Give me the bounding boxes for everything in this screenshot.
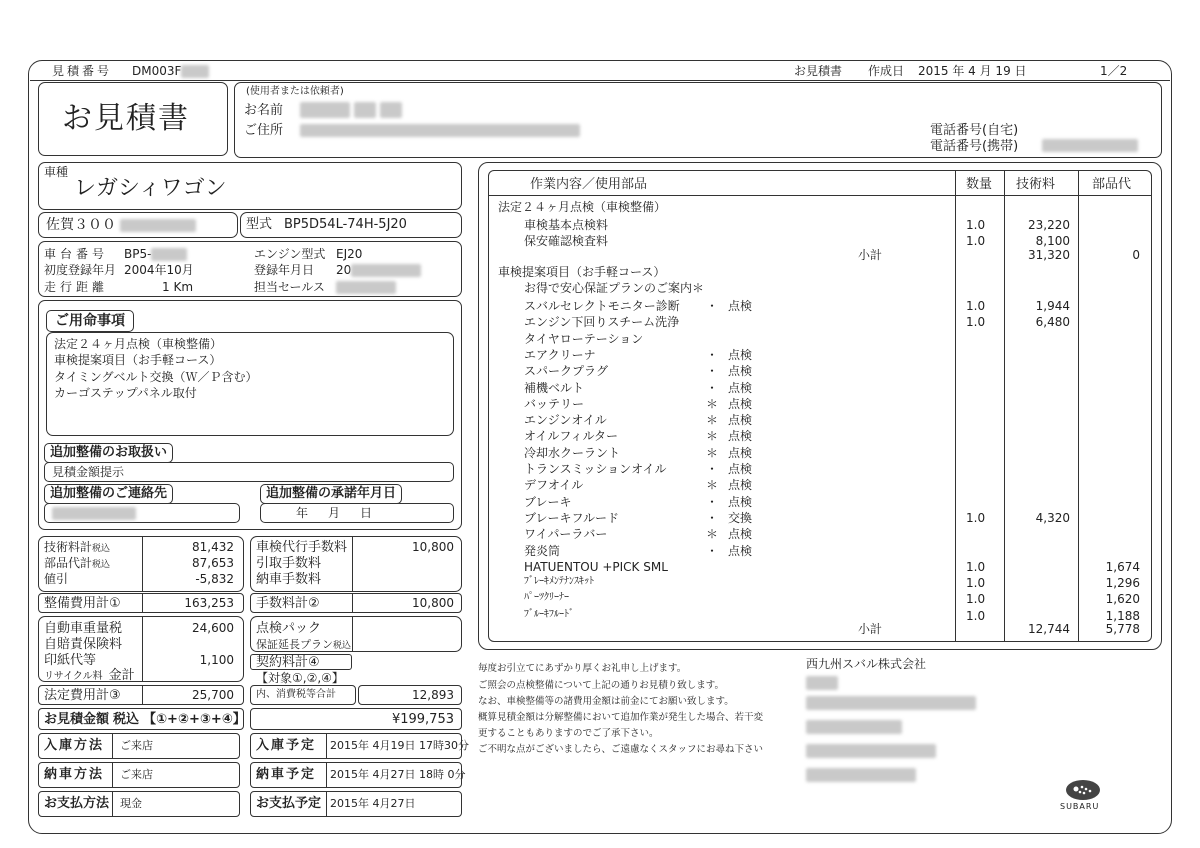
work-item-parts: 1,674 xyxy=(1105,559,1140,574)
work-row xyxy=(496,445,1148,461)
subaru-logo-icon xyxy=(1066,780,1100,800)
address-value xyxy=(300,124,580,137)
note-1: 毎度お引立てにあずかり厚くお礼申し上げます。 xyxy=(478,663,687,674)
subtotal3-value: 25,700 xyxy=(192,688,234,702)
request-line-2: 車検提案項目（お手軽コース） xyxy=(54,353,222,367)
note-4: 概算見積金額は分解整備において追加作業が発生した場合、若干変 xyxy=(478,712,764,723)
address-label: ご住所 xyxy=(244,123,284,138)
work-item-qty: 1.0 xyxy=(966,592,986,607)
reg-value: 20 xyxy=(336,264,421,277)
work-row xyxy=(496,428,1148,444)
chassis-label: 車台番号 xyxy=(44,247,109,261)
work-item-action: 点検 xyxy=(728,494,753,509)
work-item-tech: 6,480 xyxy=(1035,315,1070,330)
work-item-name: ﾌﾞﾚｰｷﾒﾝﾃﾅﾝｽｷｯﾄ xyxy=(524,576,594,588)
work-item-mark: ・ xyxy=(706,494,719,509)
page-title: お見積書 xyxy=(62,101,190,136)
section2-title: 車検提案項目（お手軽コース） xyxy=(498,265,666,279)
subtotal3-label: 法定費用計③ xyxy=(44,688,121,703)
work-item-mark: ・ xyxy=(706,380,719,395)
sales-label: 担当セールス xyxy=(254,280,325,294)
work-row xyxy=(496,233,1148,249)
work-item-name: エンジンオイル xyxy=(524,413,607,428)
estimate-no-label: 見積番号 xyxy=(52,64,113,78)
work-row xyxy=(496,510,1148,526)
discount-value: -5,832 xyxy=(195,572,234,586)
request-line-1: 法定２４ヶ月点検（車検整備） xyxy=(54,337,223,351)
phone-home-label: 電話番号(自宅) xyxy=(930,123,1019,138)
work-row xyxy=(496,298,1148,314)
out-method-value: ご来店 xyxy=(120,768,153,781)
proxy-fee-label: 車検代行手数料 xyxy=(256,540,348,555)
in-date-value: 2015年 4月19日 17時30分 xyxy=(330,739,469,752)
work-row xyxy=(496,380,1148,396)
request-label: ご用命事項 xyxy=(46,310,134,332)
chassis-value: BP5- xyxy=(124,248,187,261)
request-line-4: カーゴステップパネル取付 xyxy=(54,386,197,400)
work-item-qty: 1.0 xyxy=(966,608,986,623)
engine-label: エンジン型式 xyxy=(254,247,326,261)
work-item-tech: 8,100 xyxy=(1035,234,1070,248)
note-6: ご不明な点がございましたら、ご遠慮なくスタッフにお尋ね下さい xyxy=(478,744,764,755)
section2-subtotal-tech: 12,744 xyxy=(1028,622,1070,636)
subtotal4-label: 契約料計④ xyxy=(256,655,320,670)
work-item-qty: 1.0 xyxy=(966,234,986,248)
work-item-parts: 1,188 xyxy=(1105,608,1140,623)
tech-total-label: 技術料計税込 xyxy=(44,540,111,554)
type-value: BP5D54L-74H-5J20 xyxy=(284,217,407,232)
work-item-name: ブレーキフルード xyxy=(524,510,620,525)
work-item-mark: ＊ xyxy=(706,413,719,428)
section2-subtotal-label: 小計 xyxy=(858,622,883,636)
col-header-qty: 数量 xyxy=(966,177,993,192)
work-item-action: 点検 xyxy=(728,543,753,558)
work-item-qty: 1.0 xyxy=(966,218,986,232)
section1-subtotal-tech: 31,320 xyxy=(1028,248,1070,262)
parts-total: 87,653 xyxy=(192,556,234,570)
subtotal1-value: 163,253 xyxy=(184,596,234,610)
work-item-name: ﾌﾞﾙｰｷﾌﾙｰﾄﾞ xyxy=(524,608,574,620)
work-item-tech: 23,220 xyxy=(1028,218,1070,232)
work-item-name: オイルフィルター xyxy=(524,429,618,444)
work-item-mark: ・ xyxy=(706,347,719,362)
customer-box xyxy=(234,82,1162,158)
work-item-tech: 1,944 xyxy=(1035,299,1070,313)
work-row xyxy=(496,559,1148,575)
work-item-qty: 1.0 xyxy=(966,559,986,574)
weight-tax-value: 24,600 xyxy=(192,621,234,635)
sales-value xyxy=(336,281,396,294)
work-row xyxy=(496,543,1148,559)
stamp-label: 印紙代等 xyxy=(44,653,97,668)
work-item-mark: ＊ xyxy=(706,478,719,493)
work-row xyxy=(496,477,1148,493)
work-item-name: 発炎筒 xyxy=(524,543,561,558)
created-date: 2015 年 4 月 19 日 xyxy=(918,64,1027,78)
delivery-fee-label: 納車手数料 xyxy=(256,572,322,587)
estimate-no: DM003F xyxy=(132,65,209,78)
section1-subtotal-label: 小計 xyxy=(858,248,883,262)
work-item-action: 点検 xyxy=(728,429,753,444)
work-row xyxy=(496,494,1148,510)
work-item-name: タイヤローテーション xyxy=(524,331,644,346)
work-item-name: ブレーキ xyxy=(524,494,572,509)
work-item-name: スバルセレクトモニター診断 xyxy=(524,299,680,313)
work-row xyxy=(496,331,1148,347)
company-name: 西九州スバル株式会社 xyxy=(806,657,927,671)
in-method-label: 入庫方法 xyxy=(44,738,105,753)
work-item-name: 保安確認検査料 xyxy=(524,234,609,248)
col-header-parts: 部品代 xyxy=(1092,177,1132,192)
work-header-divider xyxy=(488,195,1152,196)
proxy-fee-value: 10,800 xyxy=(412,540,454,554)
work-item-action: 点検 xyxy=(728,396,753,411)
work-row xyxy=(496,575,1148,591)
insurance-label: 自賠責保険料 xyxy=(44,637,123,652)
work-item-mark: ・ xyxy=(706,510,719,525)
weight-tax-label: 自動車重量税 xyxy=(44,621,123,636)
warranty-label: 保証延長プラン税込 xyxy=(256,638,352,651)
in-date-label: 入庫予定 xyxy=(256,738,317,753)
work-item-name: 補機ベルト xyxy=(524,380,585,395)
work-row xyxy=(496,347,1148,363)
work-item-parts: 1,620 xyxy=(1105,592,1140,607)
pickup-fee-label: 引取手数料 xyxy=(256,556,322,571)
section1-title: 法定２４ヶ月点検（車検整備） xyxy=(498,200,667,214)
stamp-value: 1,100 xyxy=(199,653,234,667)
work-item-mark: ＊ xyxy=(706,429,719,444)
pay-method-label: お支払方法 xyxy=(44,796,110,811)
phone-mobile-value xyxy=(1042,139,1138,152)
section2-note: お得で安心保証プランのご案内＊ xyxy=(524,281,705,295)
first-reg-label: 初度登録年月 xyxy=(44,263,117,277)
note-3: なお、車検整備等の諸費用金額は前金にてお願い致します。 xyxy=(478,696,734,707)
additional-contact-label: 追加整備のご連絡先 xyxy=(44,484,173,504)
work-item-mark: ＊ xyxy=(706,396,719,411)
work-item-action: 交換 xyxy=(728,510,753,525)
work-item-name: 冷却水クーラント xyxy=(524,445,621,460)
additional-handling-label: 追加整備のお取扱い xyxy=(44,443,173,463)
section1-subtotal-parts: 0 xyxy=(1132,248,1140,262)
mileage-label: 走行距離 xyxy=(44,280,109,294)
work-item-name: ワイパーラバー xyxy=(524,527,608,542)
consumption-label: 内、消費税等合計 xyxy=(256,689,336,700)
subaru-brand: SUBARU xyxy=(1060,802,1100,811)
additional-handling-value: 見積金額提示 xyxy=(52,465,125,479)
work-item-name: 車検基本点検料 xyxy=(524,218,609,232)
work-item-mark: ・ xyxy=(706,543,719,558)
total-label: お見積金額 税込 【①+②+③+④】 xyxy=(44,712,246,727)
vehicle-model: レガシィワゴン xyxy=(74,176,227,201)
work-row xyxy=(496,526,1148,542)
work-item-qty: 1.0 xyxy=(966,315,986,330)
work-item-action: 点検 xyxy=(728,527,753,542)
phone-mobile-label: 電話番号(携帯) xyxy=(930,139,1019,154)
consumption-value: 12,893 xyxy=(412,688,454,702)
work-item-mark: ＊ xyxy=(706,527,719,542)
work-item-tech: 4,320 xyxy=(1035,510,1070,525)
work-item-mark: ・ xyxy=(706,364,719,379)
work-item-action: 点検 xyxy=(728,462,753,476)
created-label: 作成日 xyxy=(868,64,905,78)
pay-date-label: お支払予定 xyxy=(256,796,322,811)
work-row xyxy=(496,396,1148,412)
work-item-qty: 1.0 xyxy=(966,299,986,313)
first-reg-value: 2004年10月 xyxy=(124,263,194,277)
discount-label: 値引 xyxy=(44,572,69,586)
target-label: 【対象①,②,④】 xyxy=(256,671,344,685)
total-value: ¥199,753 xyxy=(391,712,454,727)
approval-date-label: 追加整備の承諾年月日 xyxy=(260,484,402,504)
out-method-label: 納車方法 xyxy=(44,767,105,782)
plate-number: 佐賀３００ xyxy=(46,218,196,232)
work-row xyxy=(496,217,1148,233)
work-item-name: トランスミッションオイル xyxy=(524,462,667,476)
vehicle-model-label: 車種 xyxy=(44,165,69,179)
type-label: 型式 xyxy=(246,217,273,232)
out-date-value: 2015年 4月27日 18時 0分 xyxy=(330,768,466,781)
work-item-name: スパークプラグ xyxy=(524,364,609,379)
work-item-name: バッテリー xyxy=(524,396,585,411)
header-divider xyxy=(30,80,1170,81)
note-2: ご照会の点検整備について上記の通りお見積り致します。 xyxy=(478,680,725,691)
customer-heading: (使用者または依頼者) xyxy=(246,86,344,97)
pay-method-value: 現金 xyxy=(120,797,142,810)
subtotal2-value: 10,800 xyxy=(412,596,454,610)
work-item-parts: 1,296 xyxy=(1105,576,1140,591)
subtotal1-label: 整備費用計① xyxy=(44,596,121,611)
work-item-qty: 1.0 xyxy=(966,576,986,591)
work-item-mark: ・ xyxy=(706,299,719,313)
col-header-content: 作業内容／使用部品 xyxy=(530,177,648,192)
doc-label: お見積書 xyxy=(794,64,843,78)
work-item-action: 点検 xyxy=(728,445,753,460)
in-method-value: ご来店 xyxy=(120,739,153,752)
work-row xyxy=(496,363,1148,379)
work-row xyxy=(496,461,1148,477)
work-item-name: デフオイル xyxy=(524,478,584,493)
work-item-qty: 1.0 xyxy=(966,510,986,525)
work-item-name: エアクリーナ xyxy=(524,347,596,362)
page-number: 1／2 xyxy=(1100,64,1128,78)
name-label: お名前 xyxy=(244,103,284,118)
subtotal2-label: 手数料計② xyxy=(256,596,320,611)
work-item-name: エンジン下回りスチーム洗浄 xyxy=(524,315,680,330)
work-item-action: 点検 xyxy=(728,380,753,395)
mileage-value: 1 Km xyxy=(162,280,194,294)
work-row xyxy=(496,591,1148,607)
work-item-name: HATUENTOU +PICK SML xyxy=(524,559,668,574)
work-row xyxy=(496,314,1148,330)
out-date-label: 納車予定 xyxy=(256,767,317,782)
section2-subtotal-parts: 5,778 xyxy=(1105,622,1140,636)
engine-value: EJ20 xyxy=(336,247,363,261)
additional-contact-value xyxy=(52,507,136,520)
work-item-name: ﾊﾟｰﾂｸﾘｰﾅｰ xyxy=(524,592,569,604)
work-item-action: 点検 xyxy=(728,478,753,493)
approval-date-value: 年 月 日 xyxy=(296,506,377,520)
note-5: 更することもありますのでご了承下さい。 xyxy=(478,728,659,739)
reg-label: 登録年月日 xyxy=(254,263,315,277)
parts-total-label: 部品代計税込 xyxy=(44,556,111,570)
company-address xyxy=(806,676,976,782)
work-item-action: 点検 xyxy=(728,413,753,428)
work-item-action: 点検 xyxy=(728,347,753,362)
request-line-3: タイミングベルト交換（Ｗ／Ｐ含む） xyxy=(54,370,258,384)
recycle-label: リサイクル料 金計 xyxy=(44,668,135,683)
tech-total: 81,432 xyxy=(192,540,234,554)
work-item-action: 点検 xyxy=(728,299,753,313)
pack-label: 点検パック xyxy=(256,621,322,636)
work-item-action: 点検 xyxy=(728,364,753,379)
col-header-tech: 技術料 xyxy=(1016,177,1056,192)
work-item-mark: ・ xyxy=(706,462,719,476)
pay-date-value: 2015年 4月27日 xyxy=(330,797,416,810)
work-row xyxy=(496,412,1148,428)
work-item-mark: ＊ xyxy=(706,445,719,460)
name-value xyxy=(300,102,402,118)
